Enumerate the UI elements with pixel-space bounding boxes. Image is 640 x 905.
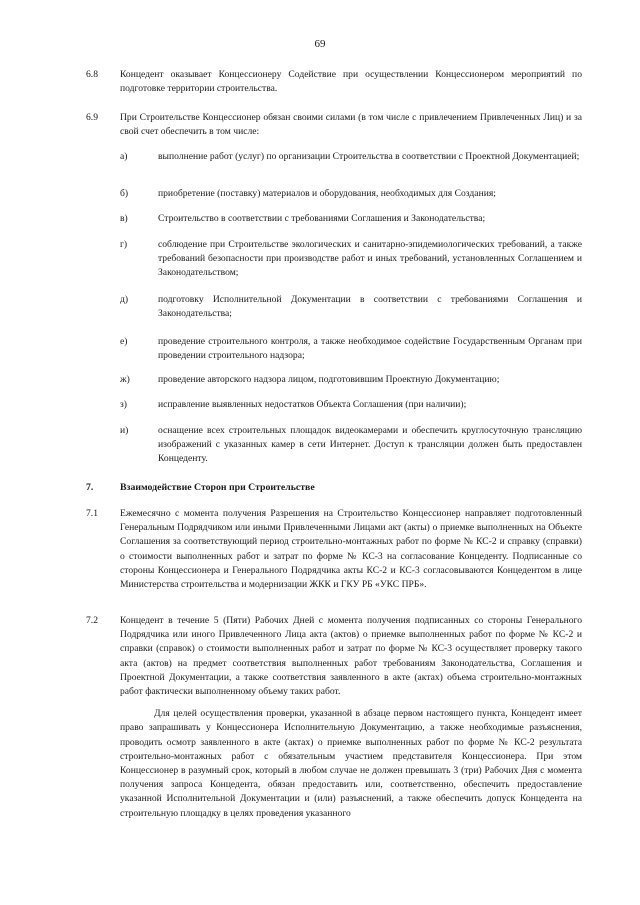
list-item-letter: б) [120, 188, 129, 199]
list-item-zh [120, 373, 582, 387]
list-item-letter: ж) [120, 374, 130, 385]
list-item-text: выполнение работ (услуг) по организации Строительства в соответствии с Проектной Документацией; [158, 151, 580, 162]
list-item-letter: а) [120, 151, 128, 162]
list-item-text: соблюдение при Строительстве экологических и санитарно-эпидемиологических требований, а также требований безопасности при производстве работ и иных требований, установленных Соглашением и Законодательством; [158, 239, 582, 279]
list-item-letter: е) [120, 336, 128, 347]
list-item-text: проведение строительного контроля, а также необходимое содействие Государственным Органам при проведении строительного надзора; [158, 336, 582, 362]
clause-6-9 [86, 111, 582, 139]
clause-number: 6.9 [86, 112, 98, 123]
clause-6-8 [86, 68, 582, 96]
clause-text: Концедент оказывает Концессионеру Содействие при осуществлении Концессионером мероприятий по подготовке территории строительства. [120, 69, 582, 95]
list-item-letter: и) [120, 425, 129, 436]
list-item-text: проведение авторского надзора лицом, подготовившим Проектную Документацию; [158, 374, 500, 385]
list-item-z [120, 398, 582, 412]
section-title: Взаимодействие Сторон при Строительстве [120, 482, 315, 493]
list-item-text: подготовку Исполнительной Документации в соответствии с требованиями Соглашения и Законодательства; [158, 294, 582, 320]
list-item-text: исправление выявленных недостатков Объекта Соглашения (при наличии); [158, 399, 467, 410]
clause-7-2 [86, 614, 582, 829]
clause-number: 7.2 [86, 615, 98, 626]
list-item-d [120, 293, 582, 321]
list-item-text: Строительство в соответствии с требованиями Соглашения и Законодательства; [158, 213, 486, 224]
list-item-letter: г) [120, 239, 128, 250]
clause-paragraph: Концедент в течение 5 (Пяти) Рабочих Дней с момента получения подписанных со стороны Генерального Подрядчика или иного Привлеченного Лица акта (актов) о приемке выполненных работ по форме № КС-2 и справки (справок) о стоимости выполненных работ и затрат по форме № КС-3 осуществляет проверку такого акта (актов) на предмет соответствия выполненных работ требованиям Законодательства, Соглашения и Проектной Документации, а также соответствия заявленного в акте (актах) объема строительно-монтажных работ фактически выполненному объему таких работ. [120, 615, 582, 698]
page-number: 69 [314, 38, 326, 50]
list-item-letter: д) [120, 294, 129, 305]
list-item-text: оснащение всех строительных площадок видеокамерами и обеспечить круглосуточную трансляцию изображений с указанных камер в сети Интернет. Доступ к трансляции должен быть предоставлен Концеденту. [158, 425, 582, 465]
section-number: 7. [86, 482, 94, 493]
list-item-v [120, 212, 582, 226]
list-item-i [120, 424, 582, 467]
clause-number: 6.8 [86, 69, 98, 80]
clause-text: Ежемесячно с момента получения Разрешения на Строительство Концессионер направляет подготовленный Генеральным Подрядчиком или иными Привлеченными Лицами акт (акты) о приемке выполненных на Объекте Соглашения за соответствующий период строительно-монтажных работ по форме № КС-2 и справку (справки) о стоимости выполненных работ и затрат по форме № КС-3 на согласование Концеденту. Подписанные со стороны Концессионера и Генерального Подрядчика акты КС-2 и КС-3 согласовываются Концедентом в лице Министерства строительства и модернизации ЖКК и ГКУ РБ «УКС ПРБ». [120, 508, 582, 591]
list-item-letter: з) [120, 399, 127, 410]
clause-number: 7.1 [86, 508, 98, 519]
section-heading [86, 481, 582, 495]
list-item-b [120, 187, 582, 201]
list-item-letter: в) [120, 213, 128, 224]
list-item-e [120, 335, 582, 363]
clause-7-1 [86, 507, 582, 592]
list-item-text: приобретение (поставку) материалов и оборудования, необходимых для Создания; [158, 188, 496, 199]
clause-text: При Строительстве Концессионер обязан своими силами (в том числе с привлечением Привлеченных Лиц) и за свой счет обеспечить в том числе: [120, 112, 582, 138]
list-item-g [120, 238, 582, 281]
clause-paragraph: Для целей осуществления проверки, указанной в абзаце первом настоящего пункта, Концедент имеет право запрашивать у Концессионера Исполнительную Документацию, а также необходимые разъяснения, проводить осмотр заявленного в акте (актах) о приемке выполненных работ по форме № КС-2 результата строительно-монтажных работ с обязательным участием представителя Концессионера. При этом Концессионер в разумный срок, который в любом случае не должен превышать 3 (три) Рабочих Дня с момента получения запроса Концедента, обязан предоставить или, соответственно, обеспечить предоставление указанной Исполнительной Документации и (или) разъяснений, а также обеспечить допуск Концедента на строительную площадку в целях проведения указанного [120, 708, 582, 819]
list-item-a [120, 150, 582, 164]
